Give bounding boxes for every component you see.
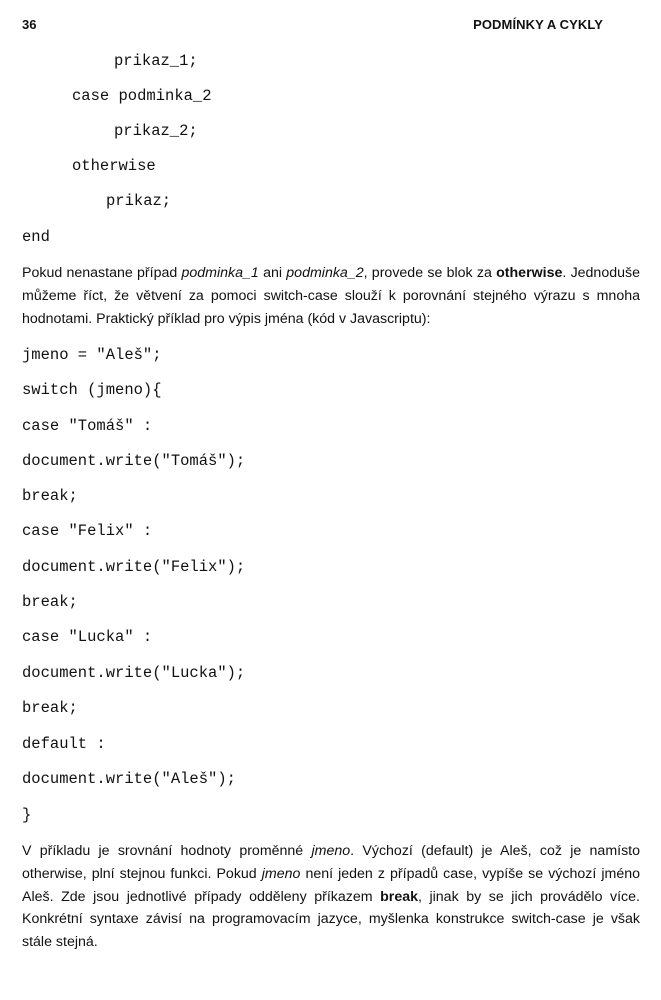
bold-keyword: otherwise xyxy=(496,265,563,281)
text-run: , provede se blok za xyxy=(363,265,497,281)
code-line: switch (jmeno){ xyxy=(22,381,162,399)
code-line: prikaz_2; xyxy=(114,122,198,140)
code-line: } xyxy=(22,806,32,824)
code-line: document.write("Lucka"); xyxy=(22,664,246,682)
code-line: jmeno = "Aleš"; xyxy=(22,346,162,364)
code-line: prikaz_1; xyxy=(114,52,198,70)
text-run: Pokud nenastane případ xyxy=(22,265,182,281)
text-run: . Jednoduše můžeme říct, že větvení za pomoci switch-case slouží k porovnání stejného výrazu s mnoha hodnotami. Praktický příklad pro výpis jména (kód v Javascriptu): xyxy=(22,265,640,327)
code-line: break; xyxy=(22,487,78,505)
paragraph-intro xyxy=(22,262,640,330)
text-run: ani xyxy=(258,265,287,281)
text-run: , jinak by se jich provádělo více. Konkrétní syntaxe závisí na programovacím jazyce, myšlenka konstrukce switch-case je však stále stejná. xyxy=(22,888,640,951)
text-run: V příkladu je srovnání hodnoty proměnné xyxy=(22,843,312,859)
code-line: document.write("Aleš"); xyxy=(22,770,236,788)
code-line: case "Tomáš" : xyxy=(22,417,153,435)
code-line: default : xyxy=(22,735,106,753)
code-line: otherwise xyxy=(72,157,156,175)
italic-term: podminka_2 xyxy=(286,265,364,281)
paragraph-explanation xyxy=(22,840,640,954)
code-line: break; xyxy=(22,699,78,717)
code-line: case "Felix" : xyxy=(22,522,153,540)
italic-term: jmeno xyxy=(261,865,301,882)
code-line: break; xyxy=(22,593,78,611)
italic-term: jmeno xyxy=(311,843,351,859)
italic-term: podminka_1 xyxy=(181,265,259,281)
page-number: 36 xyxy=(22,17,37,32)
code-line: document.write("Felix"); xyxy=(22,558,246,576)
text-run: . Výchozí (default) je Aleš, což je namísto otherwise, plní stejnou funkci. Pokud xyxy=(22,843,641,882)
text-run: není jeden z případů case, vypíše se výchozí jméno Aleš. Zde jsou jednotlivé případy odděleny příkazem xyxy=(22,865,640,905)
code-line: document.write("Tomáš"); xyxy=(22,452,246,470)
chapter-title: PODMÍNKY A CYKLY xyxy=(473,17,603,32)
code-line: case podminka_2 xyxy=(72,87,212,105)
bold-keyword: break xyxy=(380,888,418,905)
code-line: end xyxy=(22,228,50,246)
code-line: prikaz; xyxy=(106,192,172,210)
code-line: case "Lucka" : xyxy=(22,628,153,646)
